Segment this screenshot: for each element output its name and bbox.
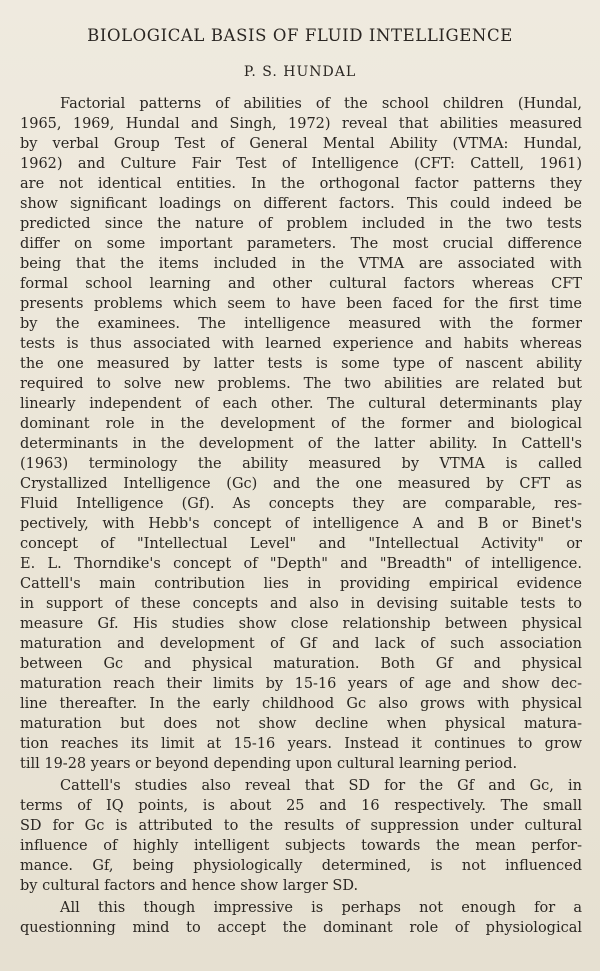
text-line: presents problems which seem to have been faced for the first time: [20, 296, 582, 312]
text-line: between Gc and physical maturation. Both Gf and physical: [20, 656, 582, 672]
text-line: the one measured by latter tests is some type of nascent ability: [20, 356, 582, 372]
text-line: E. L. Thorndike's concept of "Depth" and "Breadth" of intelligence.: [20, 556, 582, 572]
article-title: BIOLOGICAL BASIS OF FLUID INTELLIGENCE: [87, 26, 513, 45]
text-line: required to solve new problems. The two abilities are related but: [20, 376, 582, 392]
text-line: 1965, 1969, Hundal and Singh, 1972) reveal that abilities measured: [20, 116, 582, 132]
text-line: Factorial patterns of abilities of the school children (Hundal,: [60, 96, 582, 112]
text-line: differ on some important parameters. The most crucial difference: [20, 236, 582, 252]
text-line: tests is thus associated with learned experience and habits whereas: [20, 336, 582, 352]
text-line: questionning mind to accept the dominant role of physiological: [20, 920, 582, 936]
text-line: maturation and development of Gf and lack of such association: [20, 636, 582, 652]
text-line: maturation but does not show decline when physical matura-: [20, 716, 582, 732]
text-line: by cultural factors and hence show larger SD.: [20, 878, 359, 894]
article-author: P. S. HUNDAL: [243, 64, 357, 80]
text-line: by the examinees. The intelligence measured with the former: [20, 316, 582, 332]
text-line: influence of highly intelligent subjects towards the mean perfor-: [20, 838, 582, 854]
text-line: dominant role in the development of the former and biological: [20, 416, 582, 432]
text-line: All this though impressive is perhaps not enough for a: [60, 900, 582, 916]
text-line: Fluid Intelligence (Gf). As concepts they are comparable, res-: [20, 496, 582, 512]
article-body: [20, 94, 582, 938]
text-line: pectively, with Hebb's concept of intelligence A and B or Binet's: [20, 516, 582, 532]
text-line: SD for Gc is attributed to the results of suppression under cultural: [20, 818, 582, 834]
text-line: determinants in the development of the latter ability. In Cattell's: [20, 436, 582, 452]
paragraph: [20, 776, 582, 896]
text-line: concept of "Intellectual Level" and "Intellectual Activity" or: [20, 536, 582, 552]
text-line: terms of IQ points, is about 25 and 16 respectively. The small: [20, 798, 582, 814]
text-line: (1963) terminology the ability measured by VTMA is called: [20, 456, 582, 472]
text-line: Cattell's main contribution lies in providing empirical evidence: [20, 576, 582, 592]
text-line: predicted since the nature of problem included in the two tests: [20, 216, 582, 232]
text-line: in support of these concepts and also in devising suitable tests to: [20, 596, 582, 612]
text-line: show significant loadings on different factors. This could indeed be: [20, 196, 582, 212]
text-line: by verbal Group Test of General Mental Ability (VTMA: Hundal,: [20, 136, 582, 152]
paragraph: [20, 94, 582, 774]
text-line: 1962) and Culture Fair Test of Intelligence (CFT: Cattell, 1961): [20, 156, 582, 172]
text-line: measure Gf. His studies show close relationship between physical: [20, 616, 582, 632]
text-line: maturation reach their limits by 15-16 years of age and show dec-: [20, 676, 582, 692]
text-line: are not identical entities. In the orthogonal factor patterns they: [20, 176, 582, 192]
paragraph: [20, 898, 582, 938]
text-line: being that the items included in the VTMA are associated with: [20, 256, 582, 272]
text-line: till 19-28 years or beyond depending upon cultural learning period.: [20, 756, 518, 772]
text-line: formal school learning and other cultural factors whereas CFT: [20, 276, 582, 292]
text-line: tion reaches its limit at 15-16 years. Instead it continues to grow: [20, 736, 582, 752]
text-line: Crystallized Intelligence (Gc) and the one measured by CFT as: [20, 476, 582, 492]
text-line: mance. Gf, being physiologically determined, is not influenced: [20, 858, 582, 874]
text-line: line thereafter. In the early childhood Gc also grows with physical: [20, 696, 582, 712]
text-line: Cattell's studies also reveal that SD for the Gf and Gc, in: [60, 778, 582, 794]
text-line: linearly independent of each other. The cultural determinants play: [20, 396, 582, 412]
